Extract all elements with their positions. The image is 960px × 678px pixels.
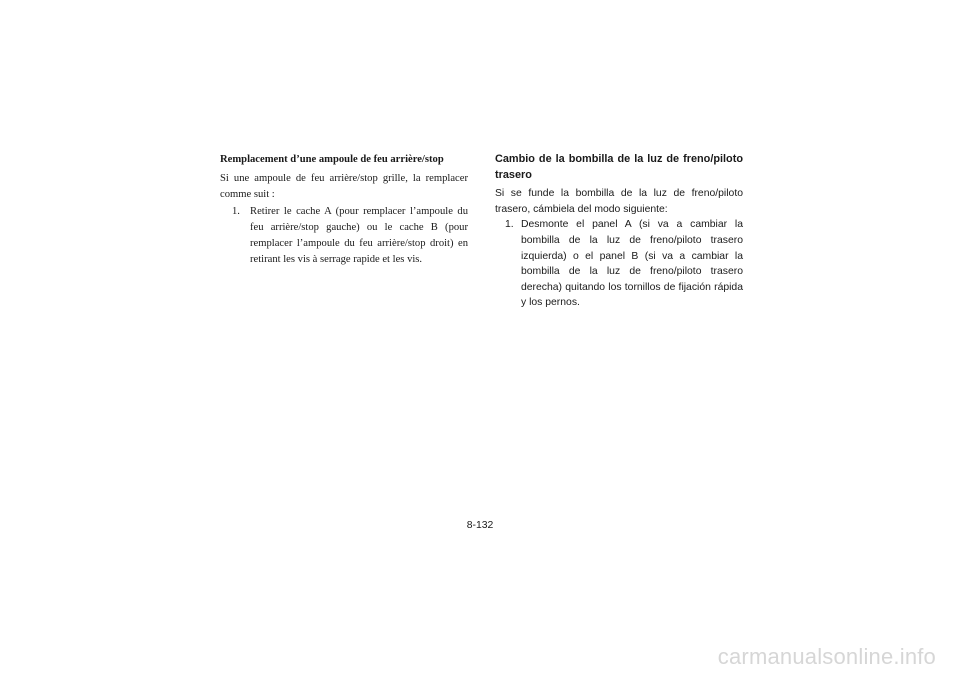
spanish-heading: Cambio de la bombilla de la luz de freno/piloto trasero xyxy=(495,153,743,181)
spanish-step-text: Desmonte el panel A (si va a cambiar la bombilla de la luz de freno/piloto trasero izquierda) o el panel B (si va a cambiar la bombilla de la luz de freno/piloto trasero derecha) quitando los tornillos de fijación rápida y los pernos. xyxy=(521,219,743,309)
page-number: 8-132 xyxy=(466,520,494,531)
french-column xyxy=(220,152,468,268)
spanish-step-number: 1. xyxy=(505,219,514,231)
spanish-steps xyxy=(495,217,743,311)
french-step-number: 1. xyxy=(232,205,240,217)
spanish-column xyxy=(495,152,743,311)
french-step xyxy=(224,204,468,269)
french-heading: Remplacement d’une ampoule de feu arrière/stop xyxy=(220,154,444,165)
french-intro: Si une ampoule de feu arrière/stop grille, la remplacer comme suit : xyxy=(220,173,468,201)
spanish-step xyxy=(495,217,743,311)
watermark-text: carmanualsonline.info xyxy=(717,644,936,669)
french-step-text: Retirer le cache A (pour remplacer l’ampoule du feu arrière/stop gauche) ou le cache B (pour remplacer l’ampoule du feu arrière/stop droit) en retirant les vis à serrage rapide et les vis. xyxy=(250,205,468,266)
french-steps xyxy=(220,204,468,269)
spanish-intro: Si se funde la bombilla de la luz de freno/piloto trasero, cámbiela del modo siguiente: xyxy=(495,188,743,215)
